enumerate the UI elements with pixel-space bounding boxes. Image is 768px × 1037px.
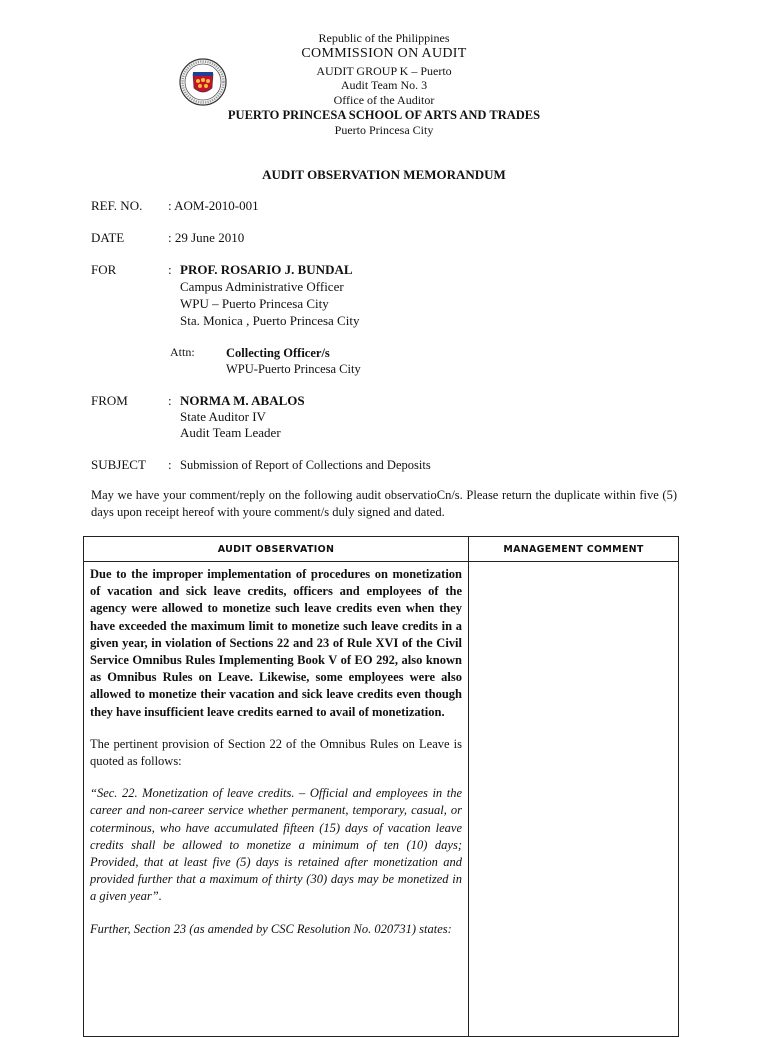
table-header-row xyxy=(84,537,679,562)
from-sender-position: State Auditor IV xyxy=(180,409,266,424)
attn-name: Collecting Officer/s xyxy=(226,346,330,360)
section-23-intro: Further, Section 23 (as amended by CSC Resolution No. 020731) states: xyxy=(90,921,452,936)
header-school: PUERTO PRINCESA SCHOOL OF ARTS AND TRADES xyxy=(227,108,541,122)
table-row xyxy=(84,562,679,1037)
from-sender-role: Audit Team Leader xyxy=(180,425,281,440)
for-recipient-name: PROF. ROSARIO J. BUNDAL xyxy=(180,262,353,277)
header-organization: COMMISSION ON AUDIT xyxy=(301,46,467,61)
header-audit-team: Audit Team No. 3 xyxy=(340,78,428,92)
for-label: FOR xyxy=(91,262,117,277)
intro-paragraph: May we have your comment/reply on the following audit observatioCn/s. Please return the duplicate within five (5) days upon receipt hereof with youre comment/s duly signed and dated. xyxy=(91,488,677,519)
management-comment-header: MANAGEMENT COMMENT xyxy=(469,537,679,562)
header-republic: Republic of the Philippines xyxy=(318,31,450,45)
audit-observation-cell xyxy=(84,562,469,1037)
from-sender-name: NORMA M. ABALOS xyxy=(180,393,305,408)
header-audit-group: AUDIT GROUP K – Puerto xyxy=(316,64,452,78)
from-label: FROM xyxy=(91,393,128,408)
subject-value: Submission of Report of Collections and Deposits xyxy=(180,458,431,472)
for-colon: : xyxy=(168,262,172,277)
audit-observation-header: AUDIT OBSERVATION xyxy=(84,537,469,562)
finding-paragraph: Due to the improper implementation of procedures on monetization of vacation and sick leave credits, officers and employees of the agency were allowed to monetize such leave credits even when they have exceeded the maximum limit to monetize such leave credits in a given year, in violation of Sections 22 and 23 of Rule XVI of the Civil Service Omnibus Rules Implementing Book V of EO 292, also known as Omnibus Rules on Leave. Likewise, some employees were also allowed to monetize their vacation and sick leave credits even though they have insufficient leave credits earned to avail of monetization. xyxy=(90,567,462,719)
management-comment-cell[interactable] xyxy=(469,562,679,1037)
attn-address: WPU-Puerto Princesa City xyxy=(226,362,361,376)
for-recipient-address: Sta. Monica , Puerto Princesa City xyxy=(180,313,360,328)
for-recipient-position: Campus Administrative Officer xyxy=(180,279,344,294)
header-city: Puerto Princesa City xyxy=(334,123,434,137)
date-value: : 29 June 2010 xyxy=(168,230,245,245)
for-recipient-unit: WPU – Puerto Princesa City xyxy=(180,296,329,311)
date-label: DATE xyxy=(91,230,125,245)
provision-intro-paragraph: The pertinent provision of Section 22 of the Omnibus Rules on Leave is quoted as follows: xyxy=(90,736,462,769)
subject-colon: : xyxy=(168,457,172,472)
attn-label: Attn: xyxy=(170,345,195,359)
subject-label: SUBJECT xyxy=(91,457,146,472)
section-22-quote: “Sec. 22. Monetization of leave credits. – Official and employees in the career and non-career service whether permanent, temporary, casual, or coterminous, who have accumulated fifteen (15) days of vacation leave credits shall be allowed to monetize a minimum of ten (10) days; Provided, that at least five (5) days is retained after monetization and provided further that a maximum of thirty (30) days may be monetized in a given year”. xyxy=(90,786,462,904)
ref-value: : AOM-2010-001 xyxy=(168,198,259,213)
ref-label: REF. NO. xyxy=(91,198,143,213)
audit-observation-table xyxy=(83,536,679,1037)
header-office: Office of the Auditor xyxy=(333,93,435,107)
memo-title: AUDIT OBSERVATION MEMORANDUM xyxy=(262,167,506,182)
from-colon: : xyxy=(168,393,172,408)
